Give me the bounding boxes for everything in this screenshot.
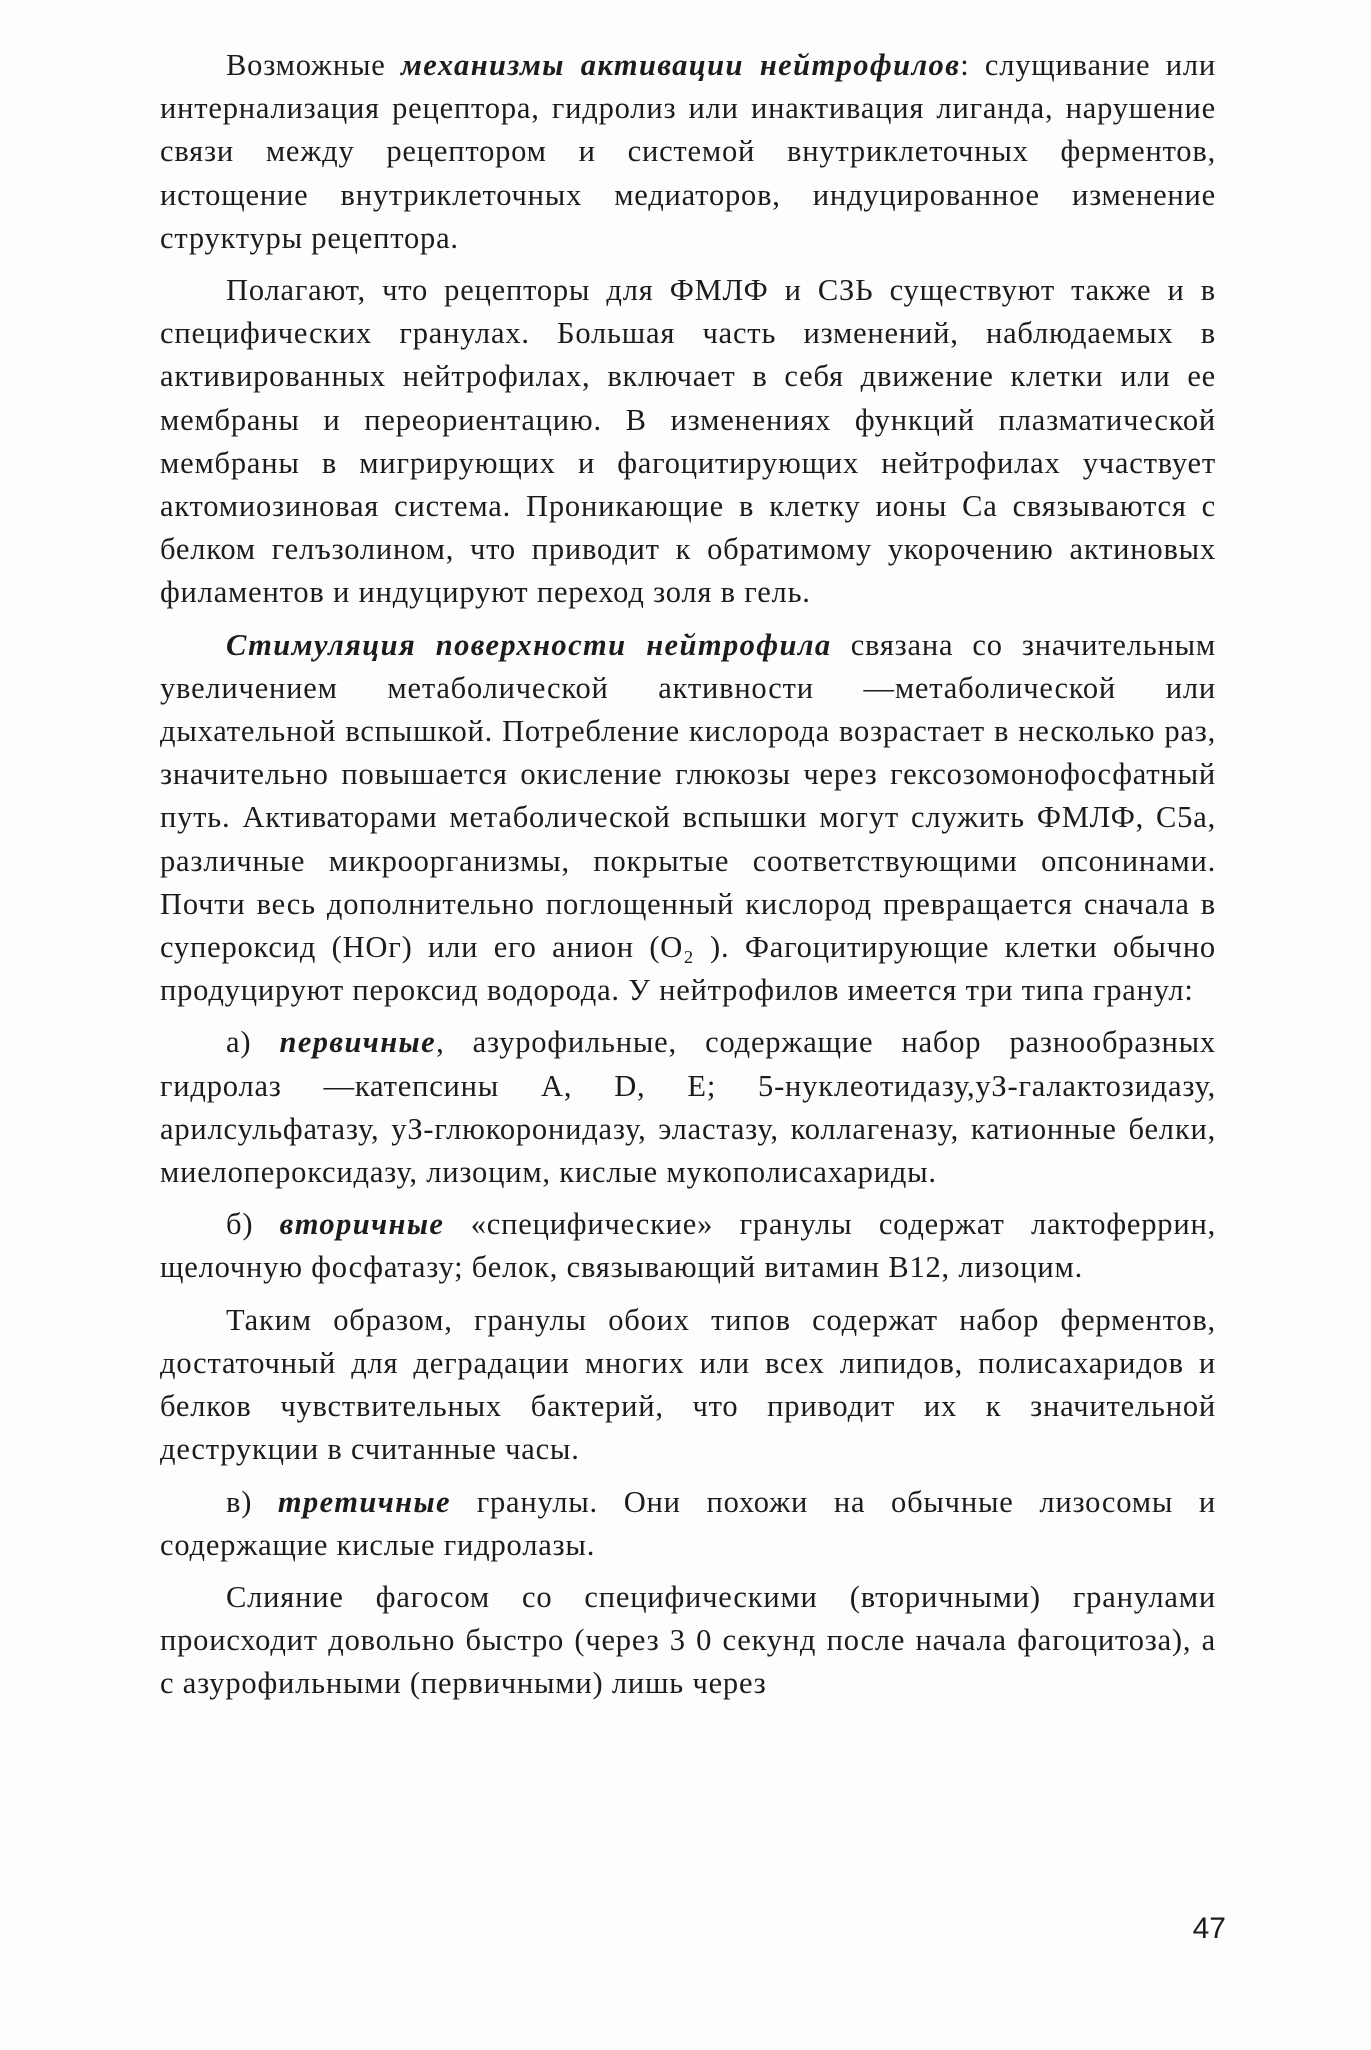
paragraph-text: , азурофильные, содержащие набор разнообразных гидролаз —катепсины A, D, E; 5-нуклеотидазу,уЗ-галактозидазу, арилсульфатазу, уЗ-глюкоронидазу, эластазу, коллагеназу, катионные белки, миелопероксидазу, лизоцим, кислые мукополисахариды.: [160, 1025, 1216, 1190]
paragraph-text: «специфические» гранулы содержат лактоферрин, щелочную фосфатазу; белок, связывающий витамин В12, лизоцим.: [160, 1207, 1216, 1285]
page-body-text: [160, 44, 1216, 1715]
paragraph-surface-stimulation: [160, 624, 1216, 1013]
paragraph-text: Таким образом, гранулы обоих типов содержат набор ферментов, достаточный для деградации многих или всех липидов, полисахаридов и белков чувствительных бактерий, что приводит их к значительной деструкции в считанные часы.: [160, 1302, 1216, 1467]
paragraph-lead: б): [226, 1207, 280, 1242]
emphasis-term: первичные: [279, 1025, 437, 1060]
paragraph-secondary-granules: [160, 1203, 1216, 1289]
paragraph-receptors-granules: [160, 269, 1216, 615]
emphasis-term: третичные: [277, 1484, 451, 1519]
paragraph-primary-granules: [160, 1021, 1216, 1194]
paragraph-text: Слияние фагосом со специфическими (вторичными) гранулами происходит довольно быстро (через 3 0 секунд после начала фагоцитоза), а с азурофильными (первичными) лишь через: [160, 1579, 1216, 1701]
paragraph-text: гранулы. Они похожи на обычные лизосомы и содержащие кислые гидролазы.: [160, 1484, 1216, 1562]
paragraph-text: : слущивание или интернализация рецептора, гидролиз или инактивация лиганда, нарушение связи между рецептором и системой внутриклеточных ферментов, истощение внутриклеточных медиаторов, индуцированное изменение структуры рецептора.: [160, 48, 1216, 255]
emphasis-term: Стимуляция поверхности нейтрофила: [226, 627, 832, 662]
emphasis-term: вторичные: [279, 1207, 445, 1242]
paragraph-phagosome-fusion: [160, 1576, 1216, 1706]
paragraph-lead: Возможные: [226, 48, 401, 82]
paragraph-granule-enzymes-summary: [160, 1299, 1216, 1472]
paragraph-tertiary-granules: [160, 1481, 1216, 1567]
paragraph-text: связана со значительным увеличением метаболической активности —метаболической или дыхательной вспышкой. Потребление кислорода возрастает в несколько раз, значительно повышается окисление глюкозы через гексозомонофосфатный путь. Активаторами метаболической вспышки могут служить ФМЛФ, С5а, различные микроорганизмы, покрытые соответствующими опсонинами. Почти весь дополнительно поглощенный кислород превращается сначала в супероксид (НОг) или его анион (О₂ ). Фагоцитирующие клетки обычно продуцируют пероксид водорода. У нейтрофилов имеется три типа гранул:: [160, 627, 1216, 1008]
emphasis-term: механизмы активации нейтрофилов: [400, 48, 961, 82]
paragraph-neutrophil-activation-mechanisms: [160, 44, 1216, 260]
paragraph-lead: в): [226, 1484, 278, 1519]
paragraph-lead: а): [226, 1025, 280, 1060]
page-number: 47: [1192, 1912, 1226, 1945]
paragraph-text: Полагают, что рецепторы для ФМЛФ и СЗЬ существуют также и в специфических гранулах. Большая часть изменений, наблюдаемых в активированных нейтрофилах, включает в себя движение клетки или ее мембраны и переориентацию. В изменениях функций плазматической мембраны в мигрирующих и фагоцитирующих нейтрофилах участвует актомиозиновая система. Проникающие в клетку ионы Са связываются с белком гелъзолином, что приводит к обратимому укорочению актиновых филаментов и индуцируют переход золя в гель.: [160, 273, 1216, 610]
